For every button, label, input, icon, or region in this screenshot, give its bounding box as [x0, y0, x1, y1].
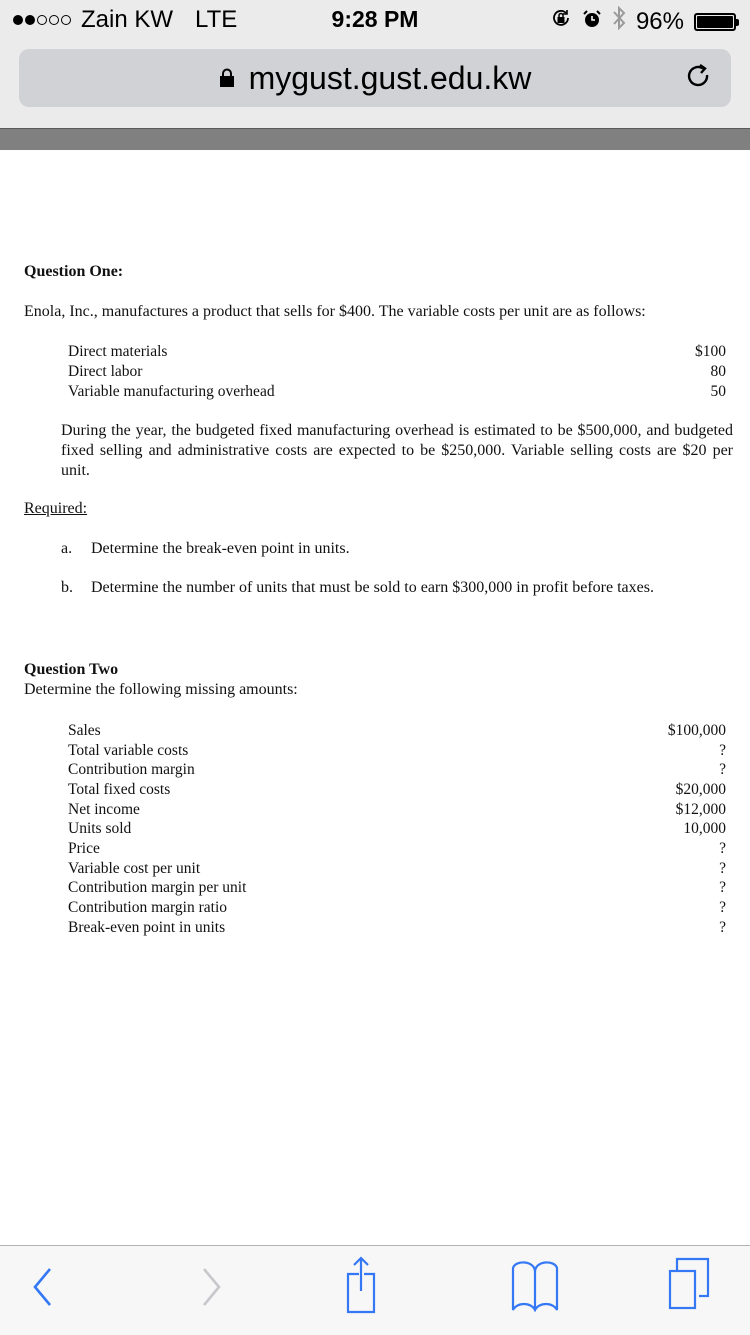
- chevron-right-icon: [198, 1266, 224, 1308]
- bluetooth-icon: [612, 5, 626, 38]
- amount-value: ?: [719, 742, 726, 759]
- url-text: mygust.gust.edu.kw: [248, 60, 532, 96]
- required-item-marker: a.: [61, 540, 73, 557]
- status-bar: [0, 0, 750, 40]
- orientation-lock-icon: [550, 7, 572, 36]
- browser-address-area: [0, 40, 750, 128]
- chevron-left-icon: [30, 1266, 56, 1308]
- amount-value: $100,000: [667, 722, 726, 739]
- amount-value: ?: [719, 879, 726, 896]
- cost-label: Direct materials: [68, 343, 168, 360]
- cost-row: [68, 382, 726, 402]
- amount-label: Total fixed costs: [68, 781, 171, 798]
- amount-label: Contribution margin ratio: [68, 899, 228, 916]
- cost-value: 50: [710, 383, 726, 400]
- amount-label: Total variable costs: [68, 742, 189, 759]
- battery-icon: [694, 13, 736, 31]
- amount-row: [68, 839, 726, 859]
- required-item-a: Determine the break-even point in units.: [91, 540, 350, 557]
- cost-label: Variable manufacturing overhead: [68, 383, 275, 400]
- amount-label: Contribution margin: [68, 761, 195, 778]
- amount-label: Sales: [68, 722, 101, 739]
- amount-value: $12,000: [675, 801, 726, 818]
- amount-label: Price: [68, 840, 100, 857]
- amount-row: [68, 878, 726, 898]
- amount-value: ?: [719, 919, 726, 936]
- browser-toolbar: [0, 1245, 750, 1335]
- question-one-intro: Enola, Inc., manufactures a product that sells for $400. The variable costs per unit are as follows:: [24, 303, 646, 320]
- carrier-name: Zain KW: [81, 6, 174, 33]
- amount-value: $20,000: [675, 781, 726, 798]
- amount-row: [68, 760, 726, 780]
- share-button[interactable]: [345, 1256, 391, 1319]
- cost-value: $100: [695, 343, 726, 360]
- network-type: LTE: [195, 6, 238, 33]
- cost-label: Direct labor: [68, 363, 143, 380]
- forward-button[interactable]: [198, 1266, 224, 1313]
- cost-value: 80: [710, 363, 726, 380]
- share-icon: [345, 1256, 391, 1314]
- page-header-band: [0, 128, 750, 150]
- amount-value: ?: [719, 840, 726, 857]
- amount-value: ?: [719, 761, 726, 778]
- amount-row: [68, 819, 726, 839]
- battery-percent: 96%: [635, 7, 684, 35]
- clock: 9:28 PM: [331, 6, 419, 32]
- amount-value: ?: [719, 860, 726, 877]
- amount-row: [68, 800, 726, 820]
- amount-label: Break-even point in units: [68, 919, 226, 936]
- amount-label: Contribution margin per unit: [68, 879, 247, 896]
- bookmarks-button[interactable]: [509, 1260, 561, 1317]
- tabs-icon: [668, 1256, 720, 1312]
- amount-row: [68, 918, 726, 938]
- required-item-marker: b.: [61, 579, 73, 596]
- amount-row: [68, 741, 726, 761]
- amount-row: [68, 780, 726, 800]
- question-two-title: Question Two: [24, 661, 119, 678]
- book-icon: [509, 1260, 561, 1312]
- alarm-icon: [582, 8, 602, 36]
- amount-value: 10,000: [683, 820, 726, 837]
- amount-label: Net income: [68, 801, 140, 818]
- cost-row: [68, 362, 726, 382]
- amount-label: Units sold: [68, 820, 132, 837]
- amount-row: [68, 898, 726, 918]
- amount-row: [68, 721, 726, 741]
- address-bar[interactable]: [19, 49, 731, 107]
- amount-value: ?: [719, 899, 726, 916]
- back-button[interactable]: [30, 1266, 56, 1313]
- tabs-button[interactable]: [668, 1256, 720, 1317]
- required-item-b: Determine the number of units that must be sold to earn $300,000 in profit before taxes.: [91, 579, 654, 596]
- reload-icon[interactable]: [687, 63, 713, 98]
- question-two-subtitle: Determine the following missing amounts:: [24, 681, 298, 698]
- amount-label: Variable cost per unit: [68, 860, 201, 877]
- question-one-paragraph: During the year, the budgeted fixed manufacturing overhead is estimated to be $500,000, and budgeted fixed selling and administrative costs are expected to be $250,000. Variable selling costs are $20 per unit.: [61, 422, 733, 479]
- amount-row: [68, 859, 726, 879]
- lock-icon: [219, 59, 235, 96]
- question-one-title: Question One:: [24, 263, 124, 280]
- required-label: Required:: [24, 500, 88, 517]
- cost-row: [68, 342, 726, 362]
